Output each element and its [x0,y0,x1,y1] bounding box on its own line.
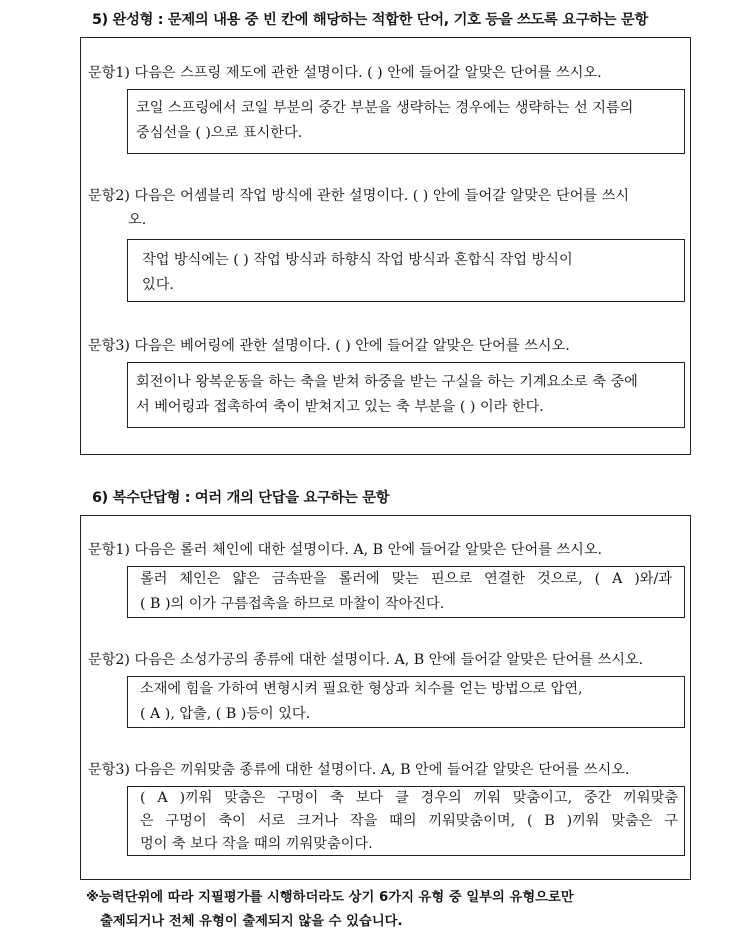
s5-q1-stem: 문항1) 다음은 스프링 제도에 관한 설명이다. ( ) 안에 들어갈 알맞은 단어를 쓰시오. [88,65,602,81]
s6-q3-box-line: ( A )끼워 맞춤은 구멍이 축 보다 클 경우의 끼워 맞춤이고, 중간 끼워맞춤 [140,790,678,806]
s5-q1-box-line: 코일 스프링에서 코일 부분의 중간 부분을 생략하는 경우에는 생략하는 선 지름의 [136,100,634,116]
s6-q1-box-line: 롤러 체인은 얇은 금속판을 롤러에 맞는 핀으로 연결한 것으로, ( A )와/과 [140,571,672,587]
footnote [86,886,574,934]
s5-q2-box-line: 작업 방식에는 ( ) 작업 방식과 하향식 작업 방식과 혼합식 작업 방식이 [142,252,573,268]
section6-heading: 6) 복수단답형 : 여러 개의 단답을 요구하는 문항 [92,490,390,506]
s6-q3-stem: 문항3) 다음은 끼워맞춤 종류에 대한 설명이다. A, B 안에 들어갈 알맞은 단어를 쓰시오. [88,762,630,778]
s6-q2-box-line: 소재에 힘을 가하여 변형시켜 필요한 형상과 치수를 얻는 방법으로 압연, [140,681,583,697]
s5-q2-box-line: 있다. [142,277,174,293]
s6-q3-answer-box [127,786,685,856]
s5-q3-box-line: 회전이나 왕복운동을 하는 축을 받쳐 하중을 받는 구실을 하는 기계요소로 축 중에 [136,374,638,390]
s6-q2-box-line: ( A ), 압출, ( B )등이 있다. [140,706,311,722]
s5-q1-answer-box [127,89,685,154]
s6-q3-box-line: 멍이 축 보다 작을 때의 끼워맞춤이다. [140,836,373,852]
s5-q2-stem-line: 문항2) 다음은 어셈블리 작업 방식에 관한 설명이다. ( ) 안에 들어갈 알맞은 단어를 쓰시 [88,188,630,204]
footnote-line: 출제되거나 전체 유형이 출제되지 않을 수 있습니다. [100,914,403,929]
s5-q2-stem-line: 오. [128,212,147,228]
s5-q3-stem: 문항3) 다음은 베어링에 관한 설명이다. ( ) 안에 들어갈 알맞은 단어를 쓰시오. [88,338,570,354]
section5-heading: 5) 완성형 : 문제의 내용 중 빈 칸에 해당하는 적합한 단어, 기호 등을 쓰도록 요구하는 문항 [92,12,648,28]
s6-q1-box-line: ( B )의 이가 구름접촉을 하므로 마찰이 작아진다. [140,596,445,612]
s5-q2-stem [88,184,688,232]
s5-q1-box-line: 중심선을 ( )으로 표시한다. [136,125,303,141]
s5-q3-box-line: 서 베어링과 접촉하여 축이 받쳐지고 있는 축 부분을 ( ) 이라 한다. [136,399,544,415]
s6-q2-answer-box [127,676,685,728]
s6-q1-answer-box [127,566,685,618]
s6-q3-box-line: 은 구멍이 축이 서로 크거나 작을 때의 끼워맞춤이며, ( B )끼워 맞춤은 구 [140,813,678,829]
s6-q2-stem: 문항2) 다음은 소성가공의 종류에 대한 설명이다. A, B 안에 들어갈 알맞은 단어를 쓰시오. [88,652,644,668]
footnote-line: ※능력단위에 따라 지필평가를 시행하더라도 상기 6가지 유형 중 일부의 유형으로만 [86,890,574,905]
s5-q3-answer-box [127,362,685,428]
s6-q1-stem: 문항1) 다음은 롤러 체인에 대한 설명이다. A, B 안에 들어갈 알맞은 단어를 쓰시오. [88,542,603,558]
s5-q2-answer-box [127,239,685,302]
